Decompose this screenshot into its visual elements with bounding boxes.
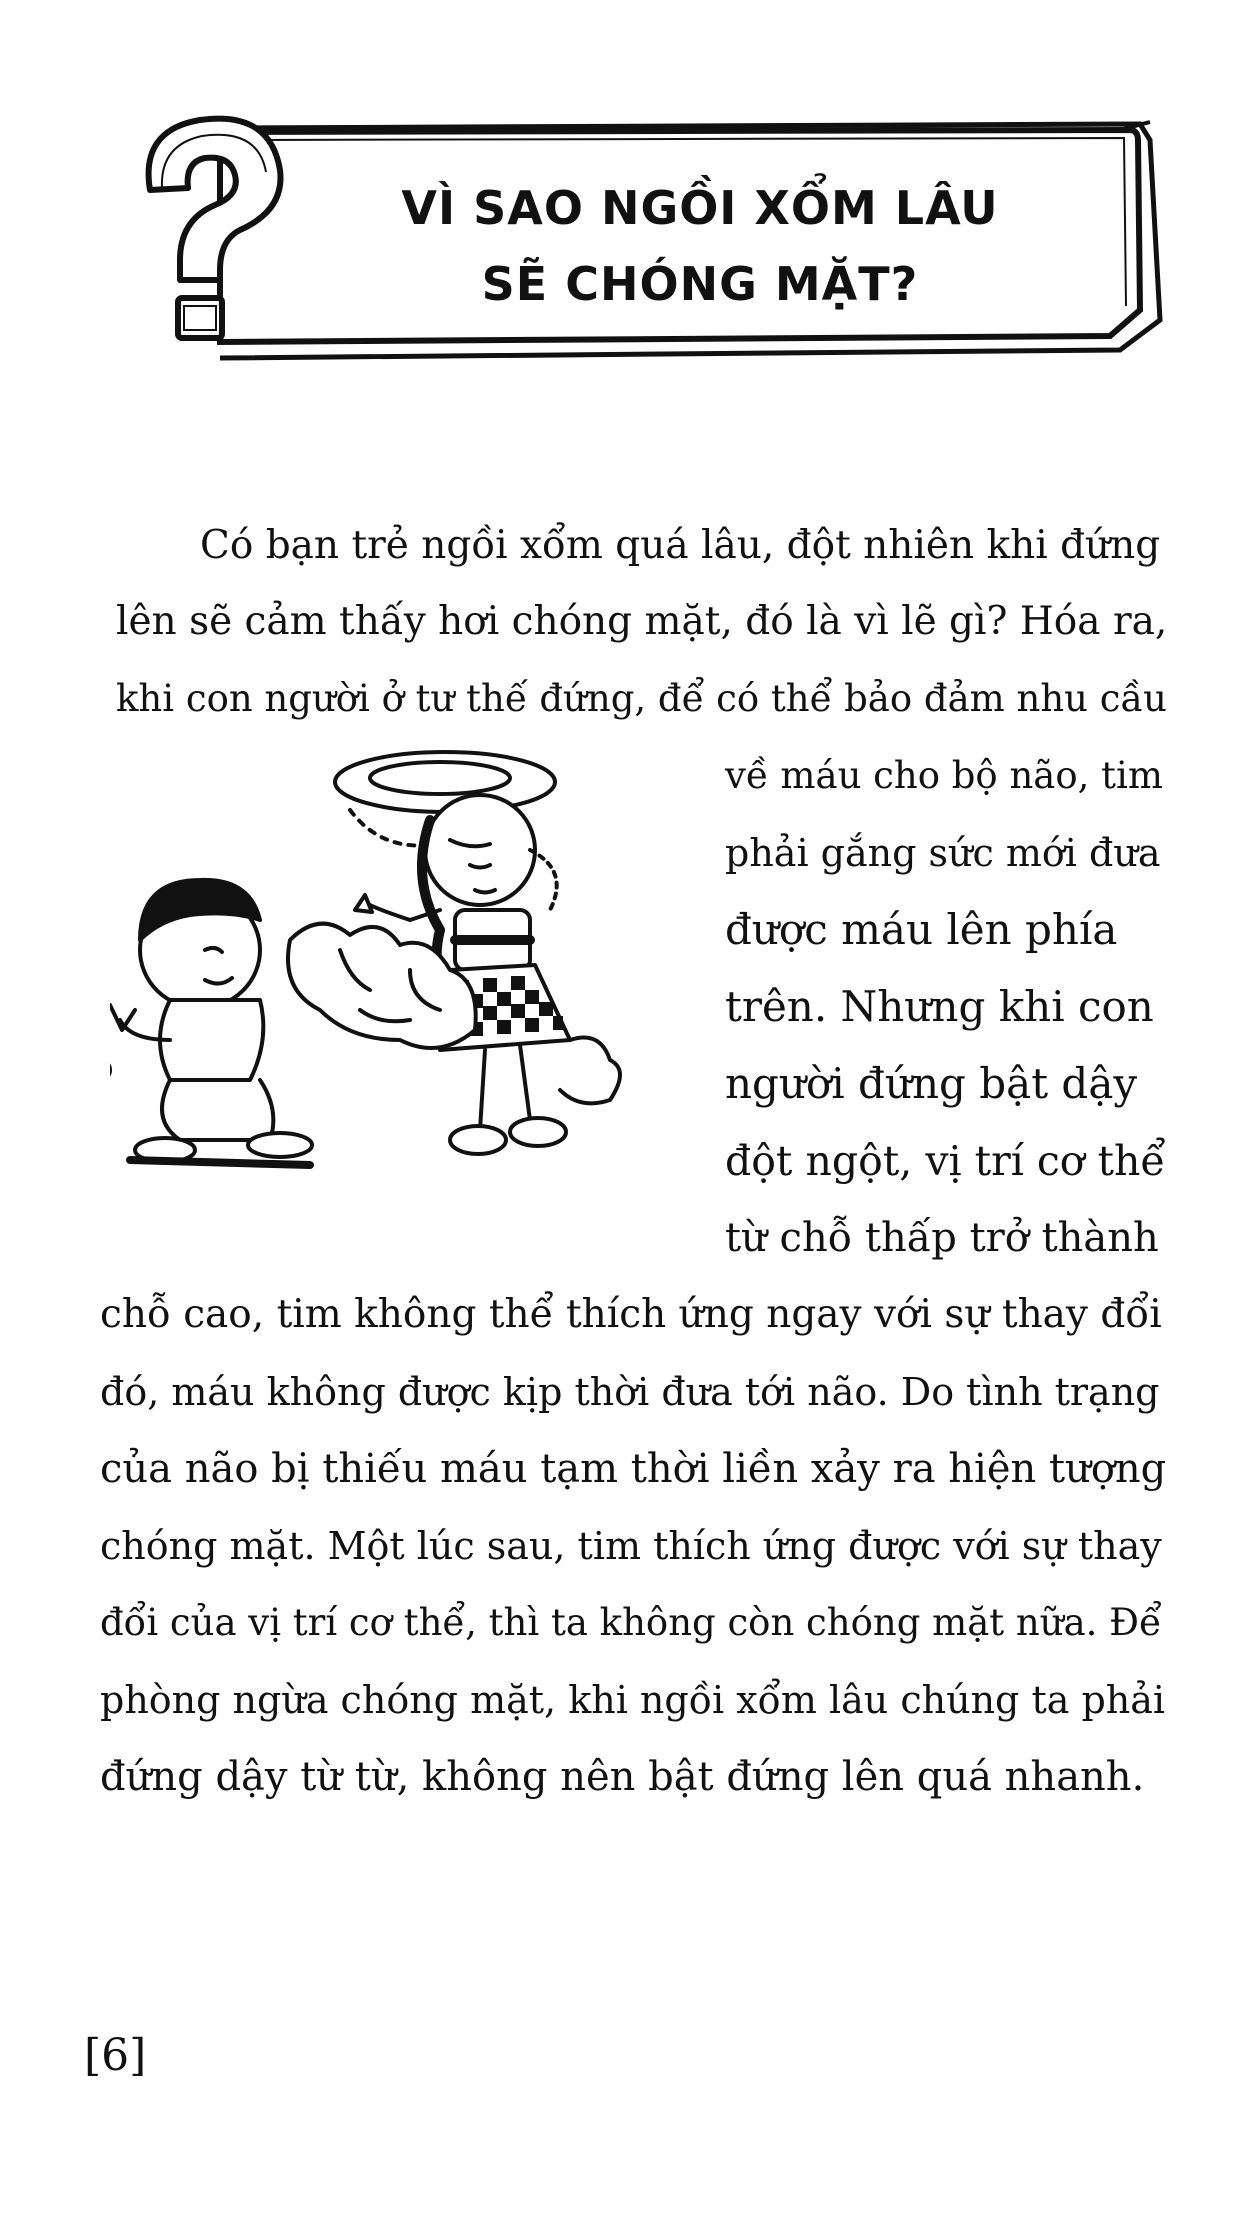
- body-line: phòng ngừa chóng mặt, khi ngồi xổm lâu chúng ta phải: [100, 1678, 1166, 1722]
- body-line: từ chỗ thấp trở thành: [725, 1215, 1159, 1261]
- title-line-2: SẼ CHÓNG MẶT?: [481, 257, 919, 311]
- body-line: khi con người ở tư thế đứng, để có thể bảo đảm nhu cầu: [116, 677, 1167, 720]
- page-title: [320, 170, 1080, 322]
- title-line-1: VÌ SAO NGỒI XỔM LÂU: [401, 181, 999, 235]
- body-line: của não bị thiếu máu tạm thời liền xảy ra hiện tượng: [100, 1446, 1167, 1492]
- children-illustration: [110, 740, 710, 1220]
- body-line: về máu cho bộ não, tim: [725, 754, 1163, 797]
- body-line: Có bạn trẻ ngồi xổm quá lâu, đột nhiên khi đứng: [200, 523, 1161, 568]
- body-line: trên. Nhưng khi con: [725, 982, 1154, 1031]
- body-line: chỗ cao, tim không thể thích ứng ngay với sự thay đổi: [100, 1292, 1162, 1337]
- body-line: chóng mặt. Một lúc sau, tim thích ứng được với sự thay: [100, 1524, 1162, 1568]
- body-line: đứng dậy từ từ, không nên bật đứng lên quá nhanh.: [100, 1754, 1145, 1800]
- body-line: đổi của vị trí cơ thể, thì ta không còn chóng mặt nữa. Để: [100, 1601, 1162, 1644]
- body-line: người đứng bật dậy: [725, 1059, 1138, 1108]
- body-line: đột ngột, vị trí cơ thể: [725, 1137, 1166, 1185]
- body-line: lên sẽ cảm thấy hơi chóng mặt, đó là vì lẽ gì? Hóa ra,: [116, 599, 1168, 644]
- body-line: đó, máu không được kịp thời đưa tới não. Do tình trạng: [100, 1370, 1160, 1414]
- page-number: [6]: [84, 2030, 147, 2081]
- body-line: phải gắng sức mới đưa: [725, 831, 1161, 875]
- body-line: được máu lên phía: [725, 905, 1118, 954]
